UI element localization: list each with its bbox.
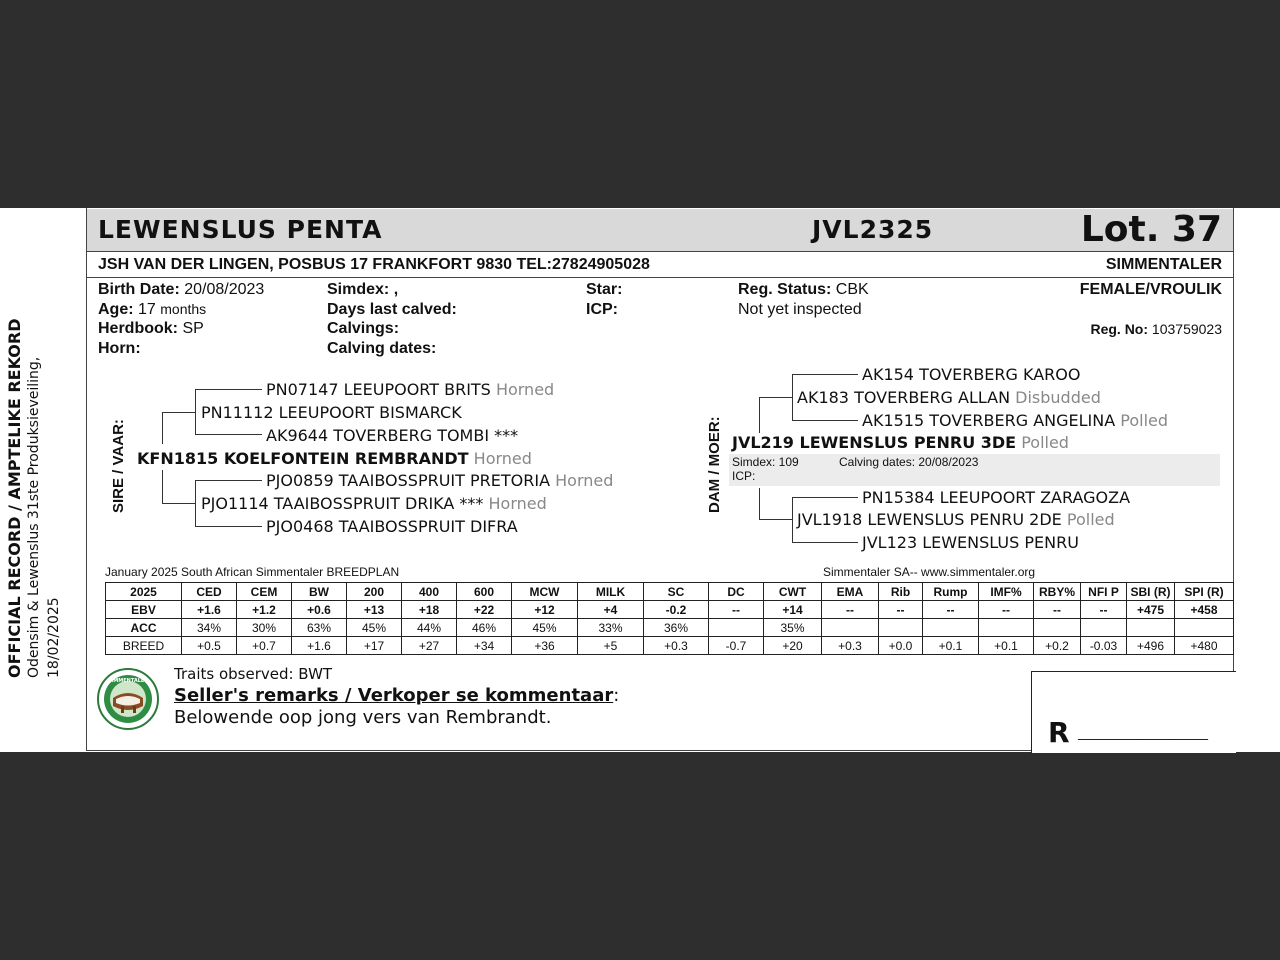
breedplan-cell: +36 <box>512 637 578 655</box>
breedplan-header-row <box>106 583 1234 601</box>
price-label: R <box>1048 716 1070 749</box>
star-label: Star: <box>586 281 623 298</box>
breedplan-cell: -- <box>979 601 1034 619</box>
age-value: 17 <box>138 301 156 318</box>
breedplan-cell: +458 <box>1175 601 1234 619</box>
breedplan-cell: -- <box>709 601 764 619</box>
breedplan-cell: 36% <box>644 619 709 637</box>
dam-label: DAM / MOER: <box>706 416 723 513</box>
side-text <box>5 278 64 678</box>
lot-card <box>0 208 1280 752</box>
sire-sire-sire <box>266 380 554 399</box>
breedplan-row-breed <box>106 637 1234 655</box>
breedplan-cell: +0.5 <box>182 637 237 655</box>
breedplan-cell: +12 <box>512 601 578 619</box>
breedplan-cell: 33% <box>578 619 644 637</box>
horn-label: Horn: <box>98 340 141 357</box>
breedplan-cell: -0.7 <box>709 637 764 655</box>
breedplan-cell <box>1127 619 1175 637</box>
breedplan-cell: -- <box>923 601 979 619</box>
dam-sire-sire: AK154 TOVERBERG KAROO <box>862 365 1081 384</box>
breedplan-col-header: 2025 <box>106 583 182 601</box>
breedplan-col-header: BW <box>292 583 347 601</box>
pedigree-line <box>792 497 858 498</box>
simmentaler-logo <box>97 668 159 730</box>
pedigree-line <box>792 374 793 420</box>
price-line[interactable]: ____________________ <box>1078 726 1208 741</box>
breedplan-cell: +0.3 <box>822 637 879 655</box>
breedplan-col-header: SPI (R) <box>1175 583 1234 601</box>
remarks-text: Belowende oop jong vers van Rembrandt. <box>174 707 552 728</box>
pedigree-line <box>792 374 858 375</box>
breedplan-cell: +0.1 <box>979 637 1034 655</box>
breedplan-cell: -- <box>879 601 923 619</box>
breedplan-cell <box>979 619 1034 637</box>
breedplan-cell <box>923 619 979 637</box>
breedplan-cell: +1.2 <box>237 601 292 619</box>
pedigree-line <box>759 397 792 398</box>
breedplan-cell: +0.0 <box>879 637 923 655</box>
breedplan-cell: 45% <box>347 619 402 637</box>
breedplan-col-header: IMF% <box>979 583 1034 601</box>
animal-name: LEWENSLUS PENTA <box>98 215 383 244</box>
sd-horn: Horned <box>488 494 547 513</box>
breedplan-row-label: BREED <box>106 637 182 655</box>
sire-dam-dam: PJO0468 TAAIBOSSPRUIT DIFRA <box>266 517 518 536</box>
calvings-label: Calvings: <box>327 320 400 337</box>
breedplan-cell: +18 <box>402 601 457 619</box>
pedigree-line <box>759 488 760 520</box>
age <box>98 301 206 319</box>
sire-name: KFN1815 KOELFONTEIN REMBRANDT <box>137 449 469 468</box>
breedplan-cell <box>822 619 879 637</box>
breedplan-cell: +17 <box>347 637 402 655</box>
dam-dam-dam: JVL123 LEWENSLUS PENRU <box>862 533 1079 552</box>
remarks-title: Seller's remarks / Verkoper se kommentaar <box>174 685 614 706</box>
breedplan-cell: +4 <box>578 601 644 619</box>
breedplan-col-header: RBY% <box>1034 583 1081 601</box>
dd-name: JVL1918 LEWENSLUS PENRU 2DE <box>797 510 1062 529</box>
traits-observed: Traits observed: BWT <box>174 665 333 683</box>
breedplan-cell: +27 <box>402 637 457 655</box>
pedigree-line <box>195 480 196 526</box>
ds-name: AK183 TOVERBERG ALLAN <box>797 388 1011 407</box>
pedigree-line <box>195 480 262 481</box>
dam-calving-dates: Calving dates: 20/08/2023 <box>839 455 979 469</box>
sire-sire: PN11112 LEEUPOORT BISMARCK <box>201 403 462 422</box>
breedplan-source: Simmentaler SA-- www.simmentaler.org <box>823 565 1036 579</box>
sire <box>137 449 532 468</box>
pedigree-line <box>162 503 195 504</box>
breedplan-cell: 45% <box>512 619 578 637</box>
pedigree-line <box>195 389 196 434</box>
sd-name: PJO1114 TAAIBOSSPRUIT DRIKA *** <box>201 494 484 513</box>
reg-status-label: Reg. Status: <box>738 281 832 298</box>
age-label: Age: <box>98 301 134 318</box>
breedplan-col-header: 600 <box>457 583 512 601</box>
breedplan-cell: +475 <box>1127 601 1175 619</box>
breedplan-cell: -0.03 <box>1081 637 1127 655</box>
breedplan-cell: +13 <box>347 601 402 619</box>
official-record-label: OFFICIAL RECORD / AMPTELIKE REKORD <box>5 318 24 678</box>
dam-icp: ICP: <box>732 469 756 483</box>
breedplan-cell: 30% <box>237 619 292 637</box>
sire-horn: Horned <box>473 449 532 468</box>
pedigree-line <box>759 397 760 433</box>
dam-horn: Polled <box>1021 433 1069 452</box>
breedplan-cell: 35% <box>764 619 822 637</box>
auction-name: Odensim & Lewenslus 31ste Produksieveiling, 18/02/2025 <box>26 356 62 678</box>
remarks-heading <box>174 685 619 706</box>
sire-dam-sire <box>266 471 613 490</box>
reg-status-value: CBK <box>835 281 869 298</box>
breedplan-row-ebv <box>106 601 1234 619</box>
breedplan-cell: +0.1 <box>923 637 979 655</box>
breedplan-cell: +1.6 <box>182 601 237 619</box>
birth-date <box>98 281 264 299</box>
dam-sire <box>797 388 1101 407</box>
dd-horn: Polled <box>1066 510 1115 529</box>
breedplan-cell: +0.3 <box>644 637 709 655</box>
breedplan-col-header: Rib <box>879 583 923 601</box>
breedplan-cell <box>1034 619 1081 637</box>
breedplan-row-acc <box>106 619 1234 637</box>
pedigree-line <box>792 420 858 421</box>
breedplan-cell: +496 <box>1127 637 1175 655</box>
sire-label: SIRE / VAAR: <box>110 419 127 513</box>
breedplan-row-label: EBV <box>106 601 182 619</box>
dam-name: JVL219 LEWENSLUS PENRU 3DE <box>732 433 1017 452</box>
pedigree-line <box>792 497 793 542</box>
reg-no-value: 103759023 <box>1151 321 1222 337</box>
pedigree-line <box>162 470 163 504</box>
breedplan-cell: +20 <box>764 637 822 655</box>
age-unit: months <box>160 301 207 317</box>
breedplan-cell: -0.2 <box>644 601 709 619</box>
sire-dam <box>201 494 547 513</box>
breedplan-cell: 34% <box>182 619 237 637</box>
breedplan-table <box>105 582 1234 655</box>
pedigree-line <box>195 526 262 527</box>
dam-simdex: Simdex: 109 <box>732 455 799 469</box>
dam-dam-sire: PN15384 LEEUPOORT ZARAGOZA <box>862 488 1131 507</box>
breedplan-cell: +1.6 <box>292 637 347 655</box>
breedplan-col-header: CWT <box>764 583 822 601</box>
sss-horn: Horned <box>495 380 555 399</box>
breedplan-col-header: DC <box>709 583 764 601</box>
pedigree-line <box>162 412 163 444</box>
breedplan-cell <box>1175 619 1234 637</box>
breedplan-cell <box>709 619 764 637</box>
sss-name: PN07147 LEEUPOORT BRITS <box>266 380 491 399</box>
breedplan-cell: +0.6 <box>292 601 347 619</box>
price-box <box>1031 671 1236 753</box>
breedplan-cell: +0.2 <box>1034 637 1081 655</box>
reg-status <box>738 281 869 299</box>
logo-icon <box>97 668 159 730</box>
icp-label: ICP: <box>586 301 618 318</box>
breedplan-cell: +0.7 <box>237 637 292 655</box>
calving-dates-label: Calving dates: <box>327 340 437 357</box>
breedplan-cell: -- <box>1081 601 1127 619</box>
inspection-status: Not yet inspected <box>738 301 862 318</box>
pedigree-line <box>162 412 195 413</box>
breedplan-cell <box>1081 619 1127 637</box>
dam <box>732 433 1069 452</box>
breedplan-col-header: NFI P <box>1081 583 1127 601</box>
sds-name: PJO0859 TAAIBOSSPRUIT PRETORIA <box>266 471 551 490</box>
sds-horn: Horned <box>555 471 614 490</box>
breedplan-row-label: ACC <box>106 619 182 637</box>
herdbook-value: SP <box>182 320 204 337</box>
breedplan-cell: +14 <box>764 601 822 619</box>
remarks-colon: : <box>613 685 620 706</box>
herdbook-label: Herdbook: <box>98 320 178 337</box>
breedplan-cell: -- <box>1034 601 1081 619</box>
dam-dam <box>797 510 1115 529</box>
sex-label: FEMALE/VROULIK <box>1079 281 1222 298</box>
birth-date-value: 20/08/2023 <box>184 281 265 298</box>
breedplan-cell <box>879 619 923 637</box>
ds-horn: Disbudded <box>1015 388 1101 407</box>
breedplan-col-header: MILK <box>578 583 644 601</box>
lot-number: Lot. 37 <box>1080 209 1222 250</box>
breedplan-col-header: 200 <box>347 583 402 601</box>
breedplan-cell: +34 <box>457 637 512 655</box>
breedplan-cell: +480 <box>1175 637 1234 655</box>
breedplan-cell: 63% <box>292 619 347 637</box>
herdbook <box>98 320 204 338</box>
breedplan-cell: +5 <box>578 637 644 655</box>
breedplan-caption: January 2025 South African Simmentaler BREEDPLAN <box>105 565 400 579</box>
simdex-label: Simdex: , <box>327 281 399 298</box>
breedplan-col-header: EMA <box>822 583 879 601</box>
logo-text: SIMMENTALER <box>107 678 149 684</box>
pedigree-line <box>195 389 262 390</box>
breedplan-cell: 44% <box>402 619 457 637</box>
breedplan-cell: -- <box>822 601 879 619</box>
breed-name: SIMMENTALER <box>1105 256 1222 273</box>
birth-date-label: Birth Date: <box>98 281 180 298</box>
breedplan-col-header: Rump <box>923 583 979 601</box>
dsd-name: AK1515 TOVERBERG ANGELINA <box>862 411 1116 430</box>
breedplan-col-header: CED <box>182 583 237 601</box>
breedplan-col-header: CEM <box>237 583 292 601</box>
breedplan-cell: +22 <box>457 601 512 619</box>
breedplan-col-header: 400 <box>402 583 457 601</box>
days-last-calved-label: Days last calved: <box>327 301 457 318</box>
breedplan-col-header: MCW <box>512 583 578 601</box>
reg-no <box>1090 321 1222 337</box>
dam-sire-dam <box>862 411 1168 430</box>
breedplan-cell: 46% <box>457 619 512 637</box>
pedigree-line <box>792 542 858 543</box>
animal-id: JVL2325 <box>812 215 934 244</box>
reg-no-label: Reg. No: <box>1090 321 1149 337</box>
breedplan-col-header: SC <box>644 583 709 601</box>
dsd-horn: Polled <box>1120 411 1169 430</box>
sire-sire-dam: AK9644 TOVERBERG TOMBI *** <box>266 426 519 445</box>
pedigree-line <box>759 519 792 520</box>
breedplan-col-header: SBI (R) <box>1127 583 1175 601</box>
pedigree-line <box>195 434 262 435</box>
owner-address: JSH VAN DER LINGEN, POSBUS 17 FRANKFORT 9830 TEL:27824905028 <box>98 256 650 273</box>
